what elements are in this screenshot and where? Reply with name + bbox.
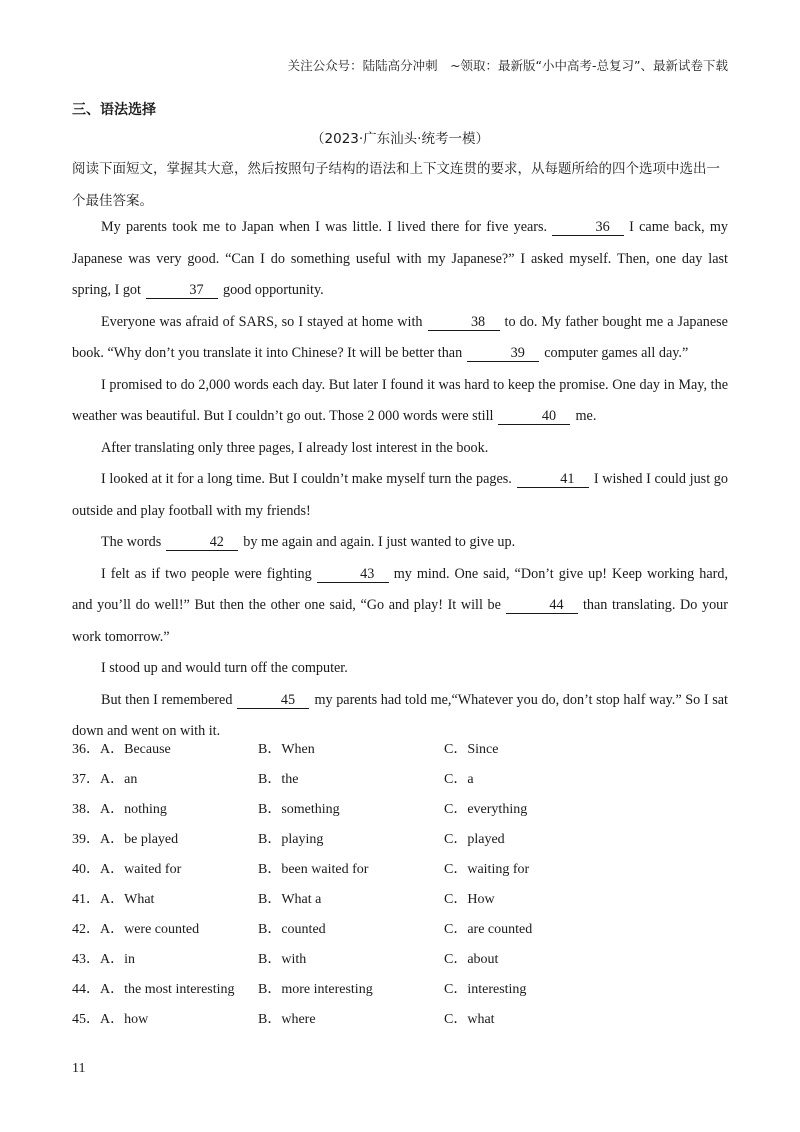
paragraph-4: After translating only three pages, I already lost interest in the book. xyxy=(101,439,489,456)
section-title: 三、语法选择 xyxy=(72,102,156,118)
option-c[interactable]: C．everything xyxy=(444,802,528,817)
question-37 xyxy=(72,765,728,795)
passage-text: But then I remembered xyxy=(101,691,233,708)
option-a[interactable]: A．how xyxy=(100,1012,149,1027)
question-43 xyxy=(72,945,728,975)
question-number: 45． xyxy=(72,1012,100,1027)
option-c[interactable]: C．about xyxy=(444,952,499,967)
option-a[interactable]: A．an xyxy=(100,772,138,787)
blank-42: 42 xyxy=(166,534,238,551)
question-number: 42． xyxy=(72,922,100,937)
passage-text: to do. My father bought me a Japanese book. “Why don’t you translate it into Chinese? It will be better than xyxy=(72,313,728,361)
option-b[interactable]: B．What a xyxy=(258,892,322,907)
passage-text: my parents had told me,“Whatever you do, don’t stop half way.” So I sat down and went on with it. xyxy=(72,691,728,739)
option-b[interactable]: B．something xyxy=(258,802,340,817)
instructions: 阅读下面短文，掌握其大意，然后按照句子结构的语法和上下文连贯的要求，从每题所给的四个选项中选出一个最佳答案。 xyxy=(72,161,720,209)
question-42 xyxy=(72,915,728,945)
question-36 xyxy=(72,735,728,765)
blank-37: 37 xyxy=(146,282,218,299)
paragraph-7 xyxy=(72,559,728,654)
option-c[interactable]: C．interesting xyxy=(444,982,527,997)
option-c[interactable]: C．played xyxy=(444,832,505,847)
passage-text: computer games all day.” xyxy=(544,345,689,361)
blank-45: 45 xyxy=(237,692,309,709)
question-number: 40． xyxy=(72,862,100,877)
paragraph-8: I stood up and would turn off the computer. xyxy=(101,660,348,676)
question-number: 37． xyxy=(72,772,100,787)
option-a[interactable]: A．waited for xyxy=(100,862,182,877)
question-44 xyxy=(72,975,728,1005)
paragraph-3 xyxy=(72,370,728,433)
question-39 xyxy=(72,825,728,855)
option-a[interactable]: A．nothing xyxy=(100,802,167,817)
option-b[interactable]: B．counted xyxy=(258,922,326,937)
option-a[interactable]: A．What xyxy=(100,892,155,907)
paragraph-1 xyxy=(72,212,728,307)
passage-text: My parents took me to Japan when I was little. I lived there for five years. xyxy=(101,219,548,235)
question-number: 43． xyxy=(72,952,100,967)
passage-text: I felt as if two people were fighting xyxy=(101,565,312,582)
question-45 xyxy=(72,1005,728,1035)
blank-44: 44 xyxy=(506,597,578,614)
question-number: 44． xyxy=(72,982,100,997)
option-c[interactable]: C．a xyxy=(444,772,474,787)
option-b[interactable]: B．playing xyxy=(258,832,324,847)
page-number: 11 xyxy=(72,1061,86,1076)
option-c[interactable]: C．what xyxy=(444,1012,495,1027)
passage-text: I came back, my Japanese was very good. “Can I do something useful with my Japanese?” I asked myself. Then, one day last spring, I got xyxy=(72,219,729,298)
passage-text: Everyone was afraid of SARS, so I stayed at home with xyxy=(101,313,423,330)
option-a[interactable]: A．Because xyxy=(100,742,171,757)
blank-43: 43 xyxy=(317,566,389,583)
option-b[interactable]: B．where xyxy=(258,1012,316,1027)
question-number: 38． xyxy=(72,802,100,817)
option-b[interactable]: B．with xyxy=(258,952,307,967)
passage-text: I wished I could just go outside and play football with my friends! xyxy=(72,471,728,519)
paragraph-6 xyxy=(72,527,728,559)
blank-38: 38 xyxy=(428,314,500,331)
question-number: 39． xyxy=(72,832,100,847)
passage-text: than translating. Do your work tomorrow.” xyxy=(72,597,728,645)
passage-text: good opportunity. xyxy=(222,282,324,298)
answer-options xyxy=(72,735,728,1035)
option-a[interactable]: A．were counted xyxy=(100,922,200,937)
option-c[interactable]: C．are counted xyxy=(444,922,533,937)
blank-40: 40 xyxy=(498,408,570,425)
question-40 xyxy=(72,855,728,885)
paragraph-2 xyxy=(72,307,728,370)
option-b[interactable]: B．more interesting xyxy=(258,982,373,997)
question-number: 41． xyxy=(72,892,100,907)
option-b[interactable]: B．When xyxy=(258,742,315,757)
passage-text: my mind. One said, “Don’t give up! Keep working hard, and you’ll do well!” But then the other one said, “Go and play! It will be xyxy=(72,565,728,613)
passage-text: I looked at it for a long time. But I couldn’t make myself turn the pages. xyxy=(101,471,512,487)
blank-39: 39 xyxy=(467,345,539,362)
question-38 xyxy=(72,795,728,825)
blank-36: 36 xyxy=(552,219,624,236)
option-a[interactable]: A．be played xyxy=(100,832,179,847)
question-number: 36． xyxy=(72,742,100,757)
passage xyxy=(72,212,728,748)
option-a[interactable]: A．in xyxy=(100,952,135,967)
passage-text: I promised to do 2,000 words each day. But later I found it was hard to keep the promise. One day in May, the weather was beautiful. But I couldn’t go out. Those 2 000 words were still xyxy=(72,376,728,424)
option-c[interactable]: C．waiting for xyxy=(444,862,530,877)
paragraph-5 xyxy=(72,464,728,527)
passage-text: by me again and again. I just wanted to give up. xyxy=(243,534,516,550)
exam-source: （2023·广东汕头·统考一模） xyxy=(311,131,489,147)
option-b[interactable]: B．been waited for xyxy=(258,862,369,877)
passage-text: The words xyxy=(101,534,162,550)
question-41 xyxy=(72,885,728,915)
blank-41: 41 xyxy=(517,471,589,488)
header-note: 关注公众号：陆陆高分冲刺 ~领取：最新版“小中高考-总复习”、最新试卷下载 xyxy=(287,58,728,73)
option-b[interactable]: B．the xyxy=(258,772,299,787)
option-a[interactable]: A．the most interesting xyxy=(100,982,235,997)
option-c[interactable]: C．How xyxy=(444,892,495,907)
passage-text: me. xyxy=(575,408,597,424)
option-c[interactable]: C．Since xyxy=(444,742,499,757)
